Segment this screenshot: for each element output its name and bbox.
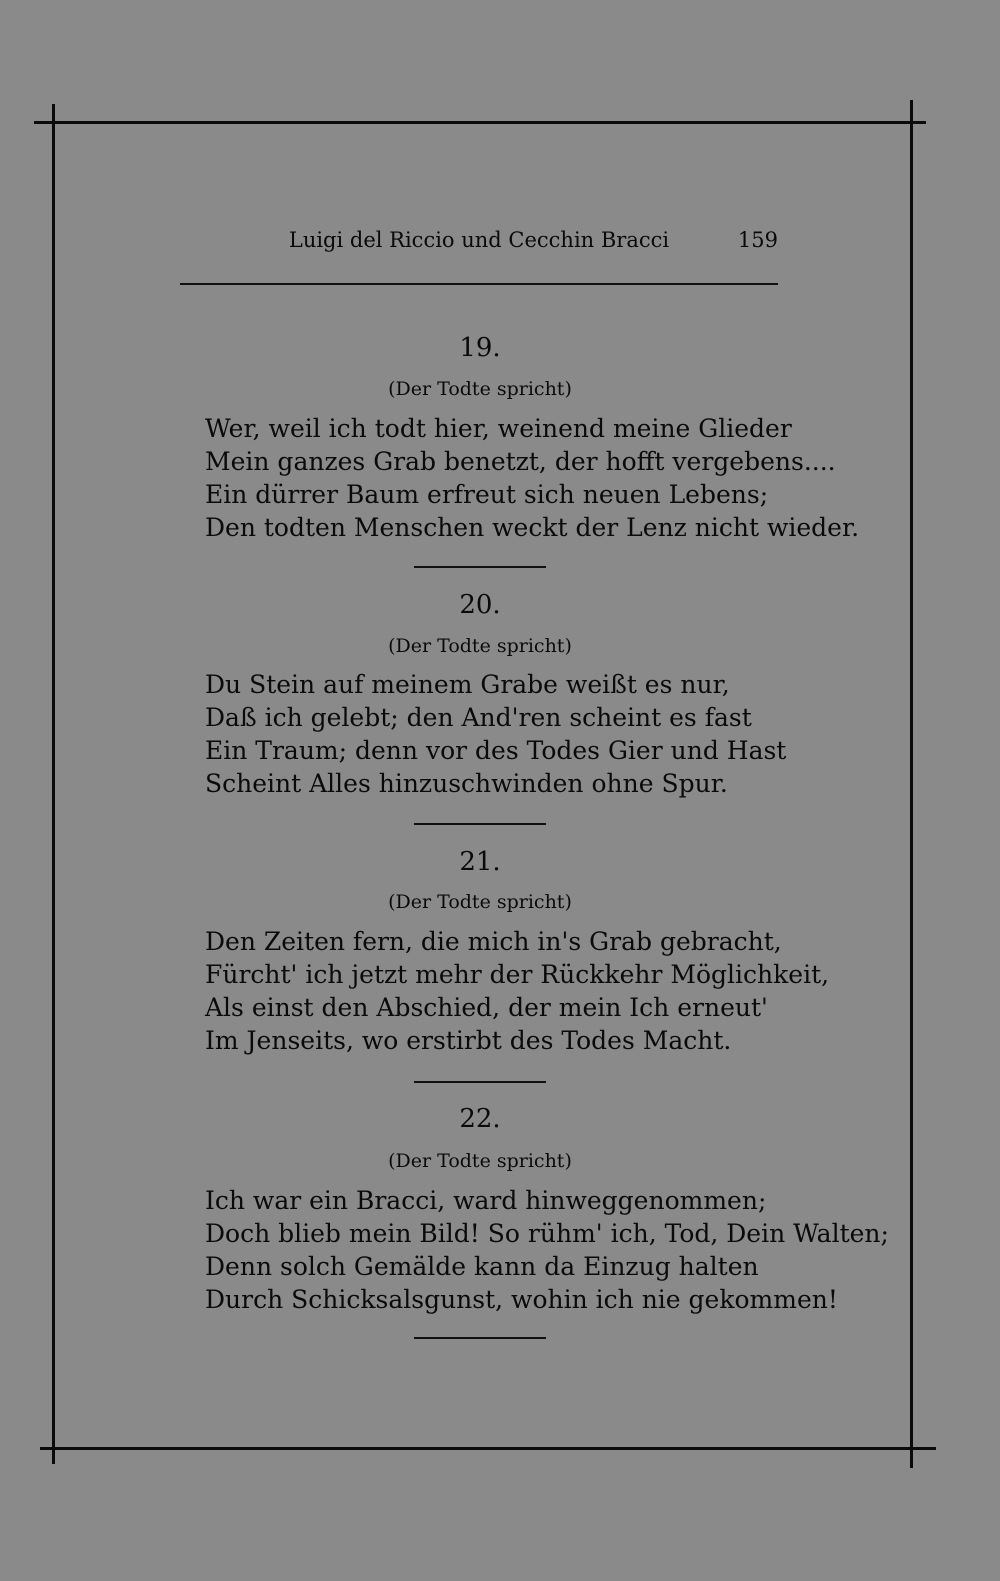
poem-line: Doch blieb mein Bild! So rühm' ich, Tod, Dein Walten; — [205, 1219, 889, 1248]
poem-speaker: (Der Todte spricht) — [388, 635, 572, 657]
poem-speaker: (Der Todte spricht) — [388, 1150, 572, 1172]
page-number: 159 — [737, 228, 778, 252]
running-title: Luigi del Riccio und Cecchin Bracci — [288, 228, 670, 252]
poem-line: Ein dürrer Baum erfreut sich neuen Lebens; — [205, 480, 769, 509]
poem-lines — [205, 412, 860, 544]
running-header — [180, 222, 778, 258]
poem-line: Scheint Alles hinzuschwinden ohne Spur. — [205, 769, 728, 798]
poem-line: Den Zeiten fern, die mich in's Grab gebracht, — [205, 927, 782, 956]
poem-lines — [205, 1184, 889, 1316]
section-separator — [414, 1337, 546, 1339]
frame-left-rule — [52, 104, 55, 1464]
poem-line: Denn solch Gemälde kann da Einzug halten — [205, 1252, 759, 1281]
poem-line: Im Jenseits, wo erstirbt des Todes Macht. — [205, 1026, 732, 1055]
poem-lines — [205, 925, 830, 1057]
section-separator — [414, 566, 546, 568]
poem-number: 21. — [459, 847, 501, 877]
section-separator — [414, 1081, 546, 1083]
poem-line: Als einst den Abschied, der mein Ich erneut' — [205, 993, 768, 1022]
poem-speaker: (Der Todte spricht) — [388, 891, 572, 913]
section-separator — [414, 823, 546, 825]
poem-line: Du Stein auf meinem Grabe weißt es nur, — [205, 670, 730, 699]
poem-line: Daß ich gelebt; den And'ren scheint es fast — [205, 703, 752, 732]
poem-speaker: (Der Todte spricht) — [388, 378, 572, 400]
poem-number: 22. — [459, 1104, 501, 1134]
poem-line: Durch Schicksalsgunst, wohin ich nie gekommen! — [205, 1285, 838, 1314]
poem-line: Mein ganzes Grab benetzt, der hofft vergebens.... — [205, 447, 836, 476]
poem-number: 20. — [459, 590, 501, 620]
poem-line: Den todten Menschen weckt der Lenz nicht wieder. — [205, 513, 860, 542]
poem-line: Ich war ein Bracci, ward hinweggenommen; — [205, 1186, 767, 1215]
poem-line: Ein Traum; denn vor des Todes Gier und Hast — [205, 736, 787, 765]
poem-line: Wer, weil ich todt hier, weinend meine Glieder — [205, 414, 792, 443]
header-rule — [180, 283, 778, 285]
frame-bottom-rule — [40, 1447, 936, 1450]
poem-lines — [205, 668, 805, 800]
poem-line: Fürcht' ich jetzt mehr der Rückkehr Möglichkeit, — [205, 960, 830, 989]
frame-right-rule — [910, 100, 913, 1468]
frame-top-rule — [34, 121, 926, 124]
poem-number: 19. — [459, 333, 501, 363]
